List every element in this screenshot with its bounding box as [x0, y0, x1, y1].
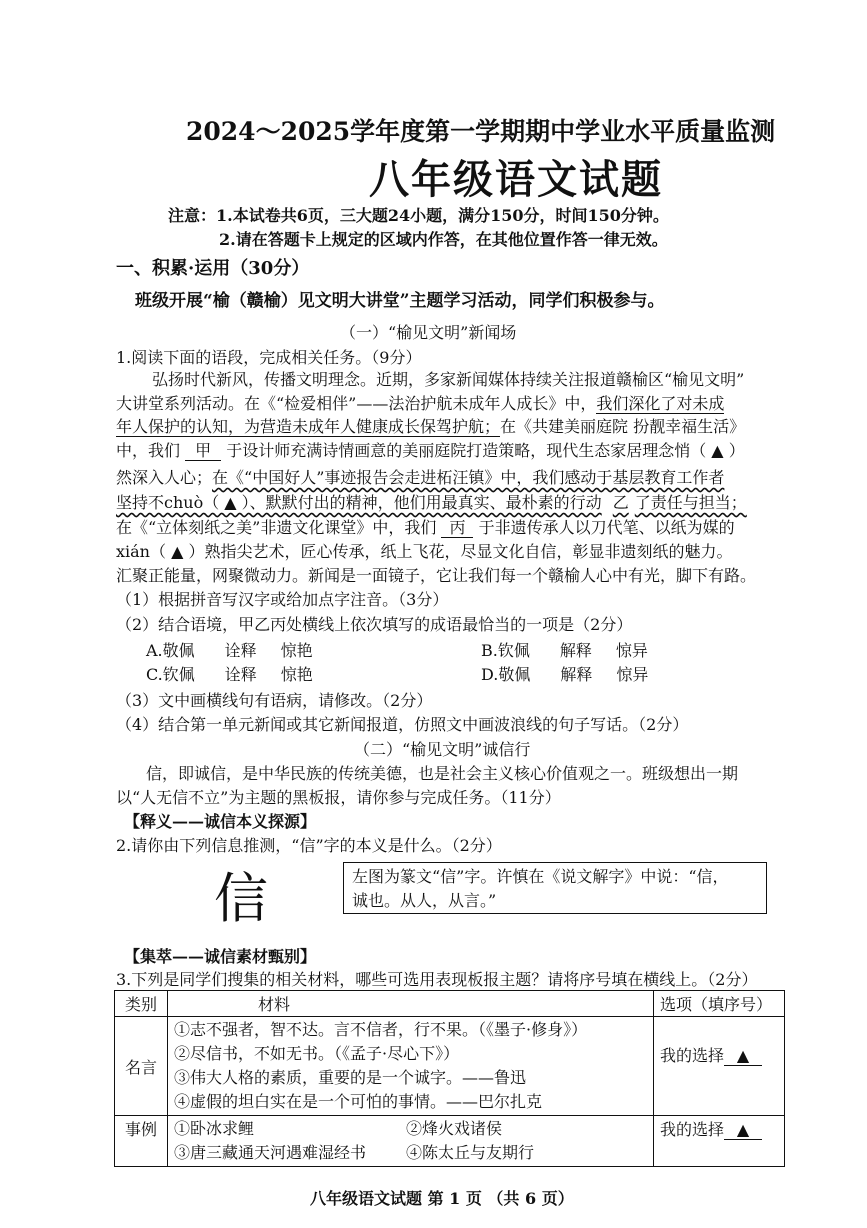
answer-blank[interactable]: ▲	[724, 1120, 762, 1140]
table-category: 名言	[115, 1017, 168, 1116]
passage-text: 于设计师充满诗情画意的美丽庭院打造策略，现代生态家居理念悄（ ▲ ）	[226, 441, 745, 460]
blank-yi: 乙	[612, 493, 629, 512]
info-box-line: 诚也。从人，从言。”	[352, 891, 497, 910]
option-a	[146, 638, 313, 661]
option-word: C.钦佩	[146, 665, 195, 684]
passage-text: 于非遗传承人以刀代笔、以纸为媒的	[478, 518, 735, 537]
choice-label: 我的选择	[660, 1046, 725, 1065]
passage-line	[116, 391, 724, 414]
underlined-sentence: 我们深化了对未成	[596, 394, 725, 413]
wavy-sentence: 了责任与担当；	[634, 493, 747, 512]
option-c	[146, 662, 313, 685]
seal-script-character: 信	[214, 867, 266, 930]
section-intro: 班级开展“榆（赣榆）见文明大讲堂”主题学习活动，同学们积极参与。	[135, 291, 665, 311]
q1-sub2: （2）结合语境，甲乙丙处横线上依次填写的成语最恰当的一项是（2分）	[116, 615, 633, 634]
part2-intro-line: 信，即诚信，是中华民族的传统美德，也是社会主义核心价值观之一。班级想出一期	[146, 764, 739, 783]
material-item: ③唐三藏通天河遇难湿经书	[174, 1143, 367, 1162]
part2-intro-line: 以“人无信不立”为主题的黑板报，请你参与完成任务。（11分）	[116, 788, 561, 807]
materials-table	[114, 990, 785, 1167]
passage-line: 弘扬时代新风，传播文明理念。近期，多家新闻媒体持续关注报道赣榆区“榆见文明”	[152, 370, 745, 389]
option-b	[481, 638, 648, 661]
underlined-sentence: 年人保护的认知，为营造未成年人健康成长保驾护航；	[116, 417, 501, 436]
note-line-2: 2.请在答题卡上规定的区域内作答，在其他位置作答一律无效。	[219, 230, 668, 249]
passage-line: 汇聚正能量，网聚微动力。新闻是一面镜子，它让我们每一个赣榆人心中有光，脚下有路。	[116, 566, 757, 585]
sub-heading-meaning: 【释义——诚信本义探源】	[124, 812, 317, 831]
table-header: 材料	[168, 991, 654, 1017]
table-row	[115, 1116, 785, 1167]
material-item: ③伟大人格的素质，重要的是一个诚字。——鲁迅	[174, 1068, 527, 1087]
wavy-sentence: 在《“中国好人”事迹报告会走进柘汪镇》中，我们感动于基层教育工作者	[212, 468, 725, 487]
q1-sub3: （3）文中画横线句有语病，请修改。（2分）	[116, 691, 433, 710]
passage-line	[116, 515, 735, 538]
passage-text: 中，我们	[116, 441, 181, 460]
answer-blank[interactable]: ▲	[724, 1046, 762, 1066]
choice-label: 我的选择	[660, 1120, 725, 1139]
table-choice	[654, 1116, 785, 1167]
passage-text: 然深入人心；	[116, 468, 213, 487]
material-pair	[174, 1141, 647, 1165]
table-materials	[168, 1017, 654, 1116]
material-item: ②烽火戏诸侯	[406, 1119, 503, 1138]
part2-title: （二）“榆见文明”诚信行	[354, 740, 531, 759]
option-word: 诠释	[224, 641, 257, 660]
page-footer: 八年级语文试题 第 1 页 （共 6 页）	[310, 1189, 574, 1208]
material-item: ②尽信书，不如无书。（《孟子·尽心下》）	[174, 1044, 460, 1063]
table-header: 类别	[115, 991, 168, 1017]
table-header-row	[115, 991, 785, 1017]
passage-line: xián（ ▲ ）熟指尖艺术，匠心传承，纸上飞花，尽显文化自信，彰显非遗刻纸的魅力。	[116, 542, 733, 561]
option-word: 惊艳	[280, 665, 313, 684]
info-box	[343, 862, 767, 914]
exam-title: 2024～2025学年度第一学期期中学业水平质量监测	[186, 117, 776, 146]
material-item: ①志不强者，智不达。言不信者，行不果。（《墨子·修身》）	[174, 1020, 588, 1039]
note-line-1: 注意：1.本试卷共6页，三大题24小题，满分150分，时间150分钟。	[168, 206, 669, 225]
option-word: 惊艳	[280, 641, 313, 660]
q3-stem: 3.下列是同学们搜集的相关材料，哪些可选用表现板报主题？请将序号填在横线上。（2分）	[116, 970, 758, 989]
passage-text: 大讲堂系列活动。在《“检爱相伴”——法治护航未成年人成长》中，	[116, 394, 597, 413]
material-pair	[174, 1117, 647, 1141]
sub-heading-materials: 【集萃——诚信素材甄别】	[124, 947, 317, 966]
q1-stem: 1.阅读下面的语段，完成相关任务。（9分）	[116, 348, 422, 367]
exam-subject: 八年级语文试题	[369, 156, 663, 203]
table-materials	[168, 1116, 654, 1167]
blank-jia: 甲	[185, 441, 221, 461]
q1-sub4: （4）结合第一单元新闻或其它新闻报道，仿照文中画波浪线的句子写话。（2分）	[116, 715, 689, 734]
passage-line	[116, 490, 747, 513]
table-choice	[654, 1017, 785, 1116]
table-header: 选项（填序号）	[654, 991, 785, 1017]
option-word: 解释	[560, 665, 593, 684]
option-word: 诠释	[224, 665, 257, 684]
option-word: 惊异	[615, 641, 648, 660]
q1-sub1: （1）根据拼音写汉字或给加点字注音。（3分）	[116, 590, 449, 609]
option-word: 惊异	[616, 665, 649, 684]
material-item: ④虚假的坦白实在是一个可怕的事情。——巴尔扎克	[174, 1092, 543, 1111]
section-heading: 一、积累·运用（30分）	[116, 258, 310, 279]
passage-text: 在《共建美丽庭院 扮靓幸福生活》	[500, 417, 746, 436]
option-word: B.钦佩	[481, 641, 530, 660]
info-box-line: 左图为篆文“信”字。许慎在《说文解字》中说：“信，	[352, 867, 729, 886]
passage-line	[116, 438, 745, 461]
table-category: 事例	[115, 1116, 168, 1167]
option-d	[481, 662, 648, 685]
table-row	[115, 1017, 785, 1116]
passage-line	[116, 414, 745, 437]
passage-line	[116, 465, 724, 488]
option-word: D.敬佩	[481, 665, 531, 684]
blank-bing: 丙	[441, 518, 473, 538]
part1-title: （一）“榆见文明”新闻场	[340, 323, 517, 342]
wavy-sentence: 坚持不chuò（ ▲ ）、默默付出的精神，他们用最真实、最朴素的行动	[116, 493, 602, 512]
q2-stem: 2.请你由下列信息推测，“信”字的本义是什么。（2分）	[116, 836, 502, 855]
material-item: ④陈太丘与友期行	[406, 1143, 535, 1162]
material-item: ①卧冰求鲤	[174, 1119, 255, 1138]
passage-text: 在《“立体刻纸之美”非遗文化课堂》中，我们	[116, 518, 437, 537]
option-word: 解释	[559, 641, 592, 660]
option-word: A.敬佩	[146, 641, 195, 660]
